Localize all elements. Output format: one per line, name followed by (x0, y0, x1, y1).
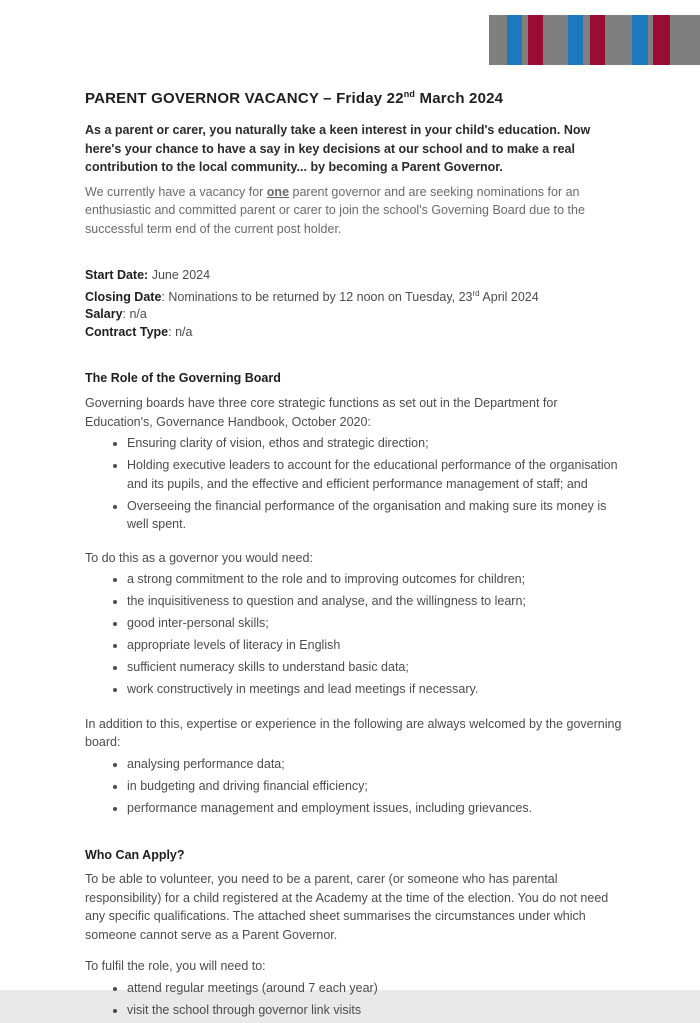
list-item: • appropriate levels of literacy in English (127, 636, 623, 655)
list-item: • visit the school through governor link visits (127, 1001, 623, 1020)
page-title-text: PARENT GOVERNOR VACANCY – Friday 22 (85, 90, 404, 107)
closing-date-value-pre: : Nominations to be returned by 12 noon on Tuesday, 23 (161, 289, 473, 304)
salary-value: : n/a (122, 307, 147, 322)
intro-paragraph: As a parent or carer, you naturally take a keen interest in your child's education. Now here's your chance to have a say in key decisions at our school and to make a real contribution to the local community... by becoming a Parent Governor. (85, 123, 591, 174)
vacancy-emphasis-one: one (266, 184, 290, 199)
apply-section-heading: Who Can Apply? (85, 848, 185, 863)
vacancy-text-post: parent governor and are seeking nominations for an enthusiastic and committed parent or carer to join the school's Governing Board due to the successful term end of the current post holder. (85, 184, 585, 236)
closing-date-row (85, 285, 623, 307)
list-item: • Overseeing the financial performance of the organisation and making sure its money is well spent. (127, 497, 623, 534)
page-title-date: March 2024 (415, 90, 504, 107)
apply-section-body: To be able to volunteer, you need to be a parent, carer (or someone who has parental responsibility) for a child registered at the Academy at the time of the election. You do not need any specific qualifications. The attached sheet summarises the circumstances under which someone cannot serve as a Parent Governor. (85, 872, 609, 942)
governor-needs-list (85, 570, 623, 699)
list-item: • attend regular meetings (around 7 each year) (127, 979, 623, 998)
vacancy-text-pre: We currently have a vacancy for (85, 184, 267, 199)
closing-date-label: Closing Date (85, 289, 162, 304)
list-item: • the inquisitiveness to question and analyse, and the willingness to learn; (127, 592, 623, 611)
vacancy-paragraph (85, 183, 623, 239)
start-date-label: Start Date: (85, 268, 149, 282)
role-section-intro: Governing boards have three core strategic functions as set out in the Department for Education's, Governance Handbook, October 2020: (85, 396, 558, 429)
list-item: • Holding executive leaders to account for the educational performance of the organisation and its pupils, and the effective and efficient performance management of staff; and (127, 456, 623, 493)
banner-stripe (653, 15, 670, 65)
list-item: • work constructively in meetings and lead meetings if necessary. (127, 680, 623, 699)
list-item: • sufficient numeracy skills to understand basic data; (127, 658, 623, 677)
salary-row (85, 306, 623, 324)
list-item: • Ensuring clarity of vision, ethos and strategic direction; (127, 434, 623, 453)
vacancy-details (85, 267, 623, 341)
page-title (85, 86, 623, 107)
salary-label: Salary (85, 307, 123, 322)
list-item: • analysing performance data; (127, 755, 623, 774)
governor-needs-intro: To do this as a governor you would need: (85, 550, 313, 565)
page-title-ordinal: nd (403, 89, 416, 99)
contract-type-label: Contract Type (85, 324, 169, 339)
banner-stripe (670, 15, 700, 65)
fulfil-role-intro: To fulfil the role, you will need to: (85, 959, 266, 974)
start-date-value: June 2024 (148, 268, 211, 282)
list-item: • good inter-personal skills; (127, 614, 623, 633)
document-content (85, 0, 623, 1023)
start-date-row (85, 267, 623, 285)
list-item: • performance management and employment issues, including grievances. (127, 799, 623, 818)
banner-stripe (632, 15, 648, 65)
closing-date-value-post: April 2024 (479, 289, 539, 304)
role-section-heading: The Role of the Governing Board (85, 371, 281, 386)
contract-type-value: : n/a (168, 324, 193, 339)
list-item: • in budgeting and driving financial efficiency; (127, 777, 623, 796)
closing-date-ordinal: rd (472, 288, 480, 298)
contract-type-row (85, 324, 623, 342)
fulfil-role-list (85, 979, 623, 1020)
list-item: • a strong commitment to the role and to improving outcomes for children; (127, 570, 623, 589)
expertise-list (85, 755, 623, 818)
expertise-intro: In addition to this, expertise or experience in the following are always welcomed by the governing board: (85, 716, 622, 750)
role-functions-list (85, 434, 623, 534)
